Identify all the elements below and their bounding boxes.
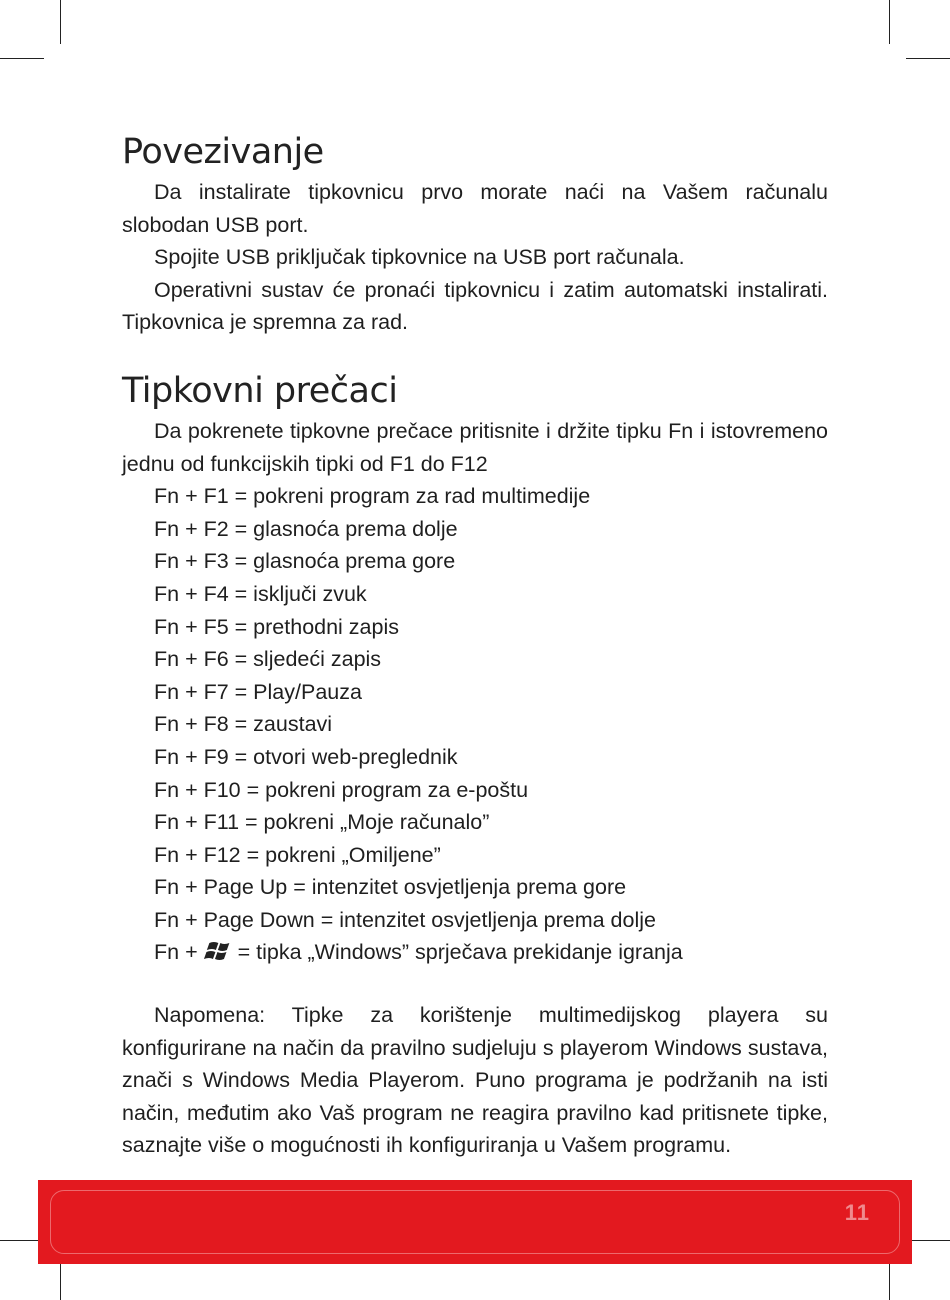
shortcut-item: Fn + F2 = glasnoća prema dolje bbox=[154, 516, 458, 541]
crop-mark bbox=[889, 0, 890, 44]
shortcut-item: Fn + F8 = zaustavi bbox=[154, 712, 333, 737]
shortcut-item: Fn + F4 = isključi zvuk bbox=[154, 581, 367, 606]
shortcut-item: Fn + F9 = otvori web-preglednik bbox=[154, 744, 458, 769]
spacer bbox=[122, 339, 828, 367]
shortcut-item-windows bbox=[122, 936, 828, 969]
paragraph: Spojite USB priključak tipkovnice na USB port računala. bbox=[154, 245, 685, 270]
paragraph: Da instalirate tipkovnicu prvo morate naći na Vašem računalu slobodan USB port. bbox=[122, 180, 828, 237]
shortcut-list bbox=[122, 480, 828, 969]
crop-mark bbox=[60, 0, 61, 44]
shortcut-item: Fn + F12 = pokreni „Omiljene” bbox=[154, 842, 441, 867]
shortcut-item: Fn + F6 = sljedeći zapis bbox=[154, 647, 382, 672]
windows-logo-icon bbox=[204, 940, 230, 962]
section-title-connecting: Povezivanje bbox=[122, 132, 324, 172]
crop-mark bbox=[0, 58, 44, 59]
section-title-shortcuts: Tipkovni prečaci bbox=[122, 370, 398, 411]
shortcut-item: Fn + F3 = glasnoća prema gore bbox=[154, 549, 456, 574]
footer-band-frame bbox=[50, 1190, 900, 1254]
page-content bbox=[122, 128, 828, 1162]
shortcut-item: Fn + Page Up = intenzitet osvjetljenja prema gore bbox=[154, 875, 627, 900]
spacer bbox=[122, 969, 828, 999]
page-number: 11 bbox=[844, 1200, 870, 1225]
shortcut-item: Fn + Page Down = intenzitet osvjetljenja prema dolje bbox=[154, 907, 656, 932]
shortcut-item: Fn + F7 = Play/Pauza bbox=[154, 679, 362, 704]
shortcut-item: Fn + F5 = prethodni zapis bbox=[154, 614, 400, 639]
shortcut-item: Fn + F11 = pokreni „Moje računalo” bbox=[154, 810, 490, 835]
shortcut-item: Fn + F1 = pokreni program za rad multimedije bbox=[154, 484, 591, 509]
paragraph: Operativni sustav će pronaći tipkovnicu i zatim automatski instalirati. Tipkovnica je spremna za rad. bbox=[122, 277, 828, 335]
shortcut-prefix: Fn + bbox=[154, 940, 198, 965]
shortcut-item: Fn + F10 = pokreni program za e-poštu bbox=[154, 777, 529, 802]
shortcut-suffix: = tipka „Windows” sprječava prekidanje igranja bbox=[237, 940, 683, 965]
note-paragraph: Napomena: Tipke za korištenje multimedijskog playera su konfigurirane na način da pravilno sudjeluju s playerom Windows sustava, znači s Windows Media Playerom. Puno programa je podržanih na isti način, međutim ako Vaš program ne reagira pravilno kad pritisnete tipke, saznajte više o mogućnosti ih konfiguriranja u Vašem programu. bbox=[122, 1003, 828, 1158]
crop-mark bbox=[906, 1240, 950, 1241]
crop-mark bbox=[906, 58, 950, 59]
shortcuts-intro: Da pokrenete tipkovne prečace pritisnite i držite tipku Fn i istovremeno jednu od funkcijskih tipki od F1 do F12 bbox=[122, 418, 828, 476]
footer-band bbox=[38, 1180, 912, 1264]
